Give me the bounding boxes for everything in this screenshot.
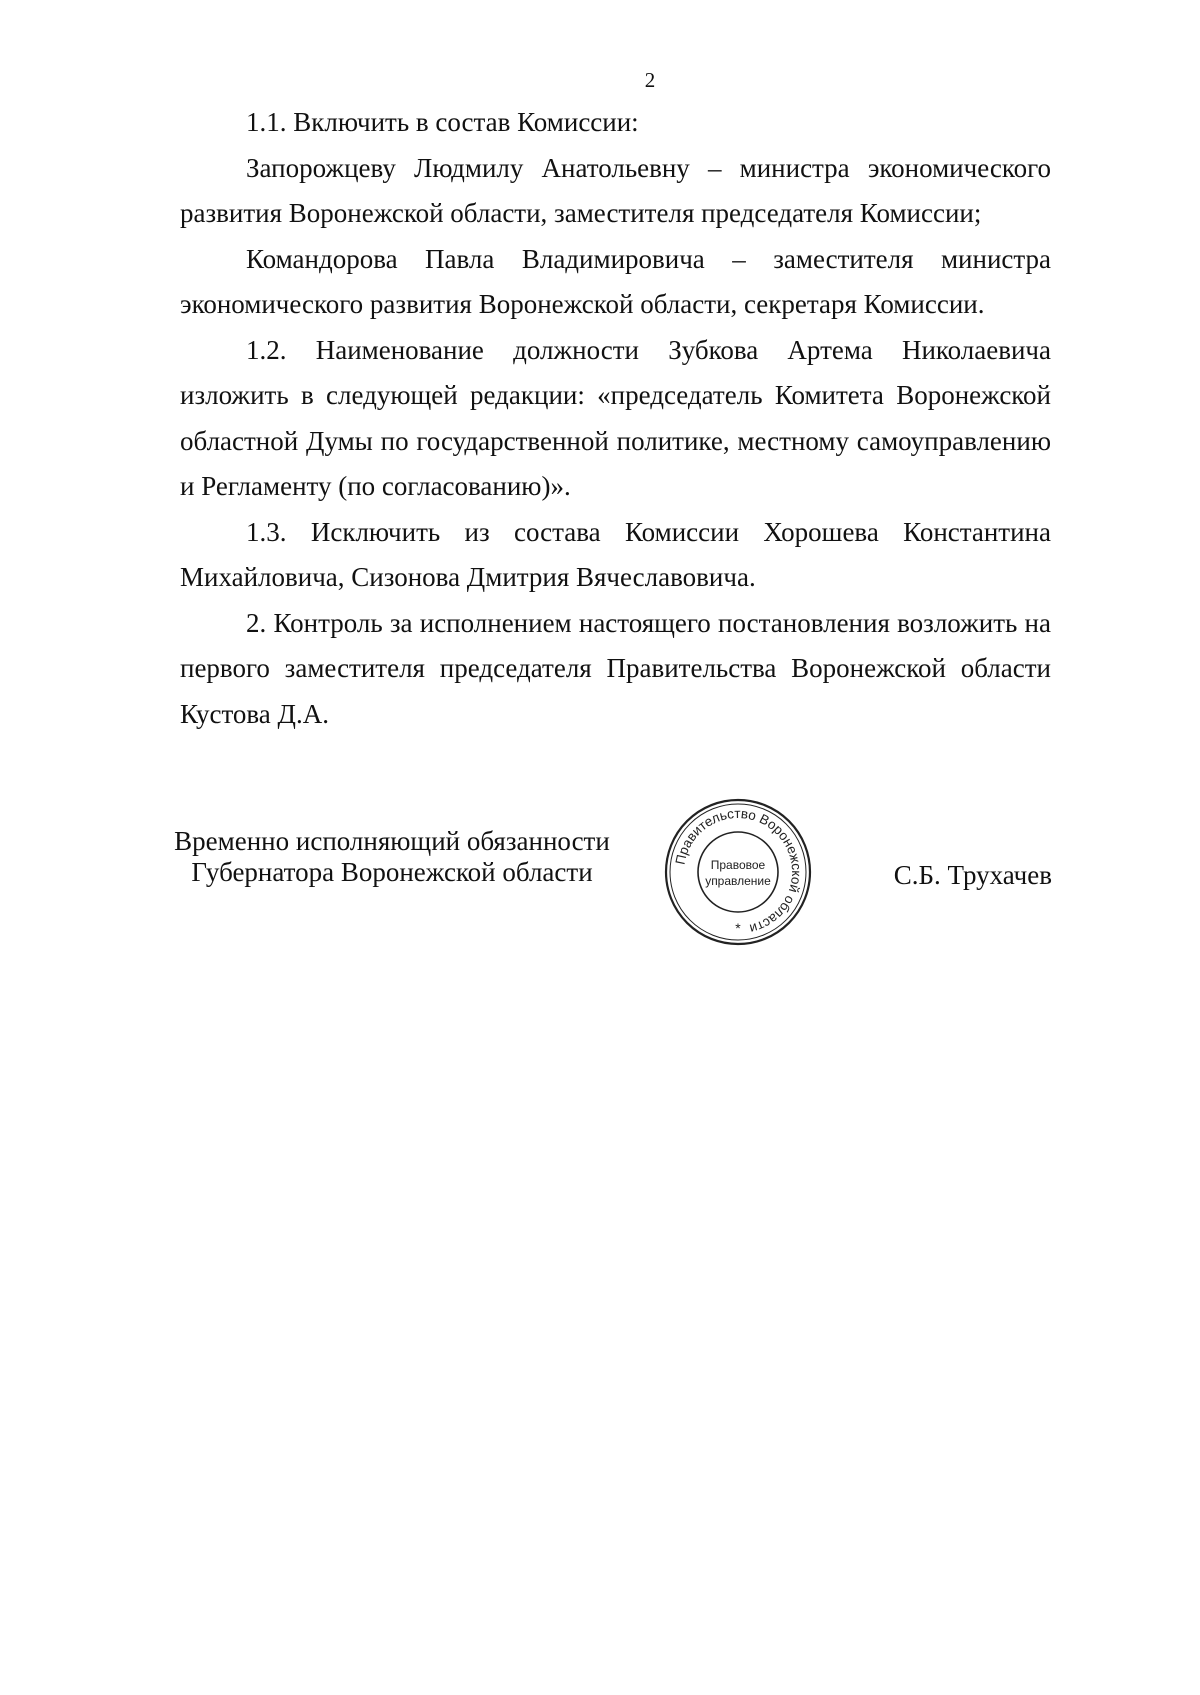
paragraph-2: 2. Контроль за исполнением настоящего постановления возложить на первого заместителя председателя Правительства Воронежской области Кустова Д.А.: [180, 607, 1051, 729]
signatory-name: С.Б. Трухачев: [893, 860, 1052, 890]
paragraph-1-2: 1.2. Наименование должности Зубкова Артема Николаевича изложить в следующей редакции: «председатель Комитета Воронежской областной Думы по государственной политике, местному самоуправлению и Регламенту (по согласованию)».: [180, 334, 1051, 501]
paragraph-zaporozhtseva: Запорожцеву Людмилу Анатольевну – министра экономического развития Воронежской области, заместителя председателя Комиссии;: [180, 152, 1051, 228]
stamp-star: *: [735, 920, 741, 936]
official-stamp: [662, 796, 814, 948]
paragraph-komandorov: Командорова Павла Владимировича – заместителя министра экономического развития Воронежской области, секретаря Комиссии.: [180, 243, 1051, 319]
signatory-title: [172, 826, 612, 888]
page-number: 2: [644, 68, 656, 92]
paragraph-1-1: 1.1. Включить в состав Комиссии:: [246, 107, 639, 137]
signatory-title-line-1: Временно исполняющий обязанности: [174, 826, 610, 856]
signatory-title-line-2: Губернатора Воронежской области: [191, 857, 593, 887]
stamp-center-line-1: Правовое: [710, 858, 766, 872]
stamp-ring-text: Правительство Воронежской области: [672, 805, 805, 937]
paragraph-1-3: 1.3. Исключить из состава Комиссии Хорошева Константина Михайловича, Сизонова Дмитрия Вячеславовича.: [180, 516, 1051, 592]
stamp-seal: [662, 796, 814, 948]
stamp-center-line-2: управление: [705, 874, 771, 888]
signature-block: [172, 805, 1052, 956]
document-body: [180, 100, 1051, 737]
